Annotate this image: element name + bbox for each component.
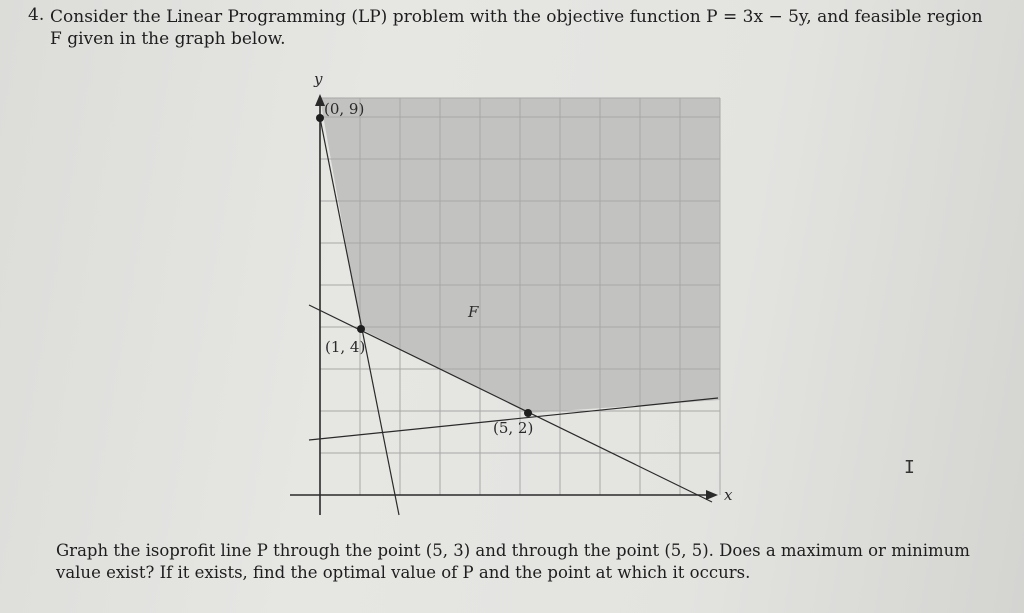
vertex-dot-0-9 (316, 114, 324, 122)
x-axis-label: x (724, 486, 733, 504)
question-line-1: Graph the isoprofit line P through the point (5, 3) and through the point (5, 5). Does a maximum or minimum (56, 541, 970, 560)
question-line-2: value exist? If it exists, find the optimal value of P and the point at which it occurs. (56, 563, 751, 582)
problem-number: 4. (28, 5, 45, 25)
vertex-dot-5-2 (524, 409, 532, 417)
problem-line-2: F given in the graph below. (50, 29, 286, 49)
text-cursor-icon: I (904, 457, 915, 478)
vertex-label-1-4: (1, 4) (325, 338, 366, 356)
vertex-dot-1-4 (357, 325, 365, 333)
x-axis-arrow (706, 490, 718, 500)
vertex-label-0-9: (0, 9) (324, 100, 365, 118)
question-text (56, 540, 970, 584)
problem-line-1: Consider the Linear Programming (LP) problem with the objective function P = 3x − 5y, and feasible region (50, 7, 983, 27)
vertex-label-5-2: (5, 2) (493, 419, 534, 437)
region-label: F (468, 303, 479, 321)
y-axis-label: y (314, 70, 323, 88)
